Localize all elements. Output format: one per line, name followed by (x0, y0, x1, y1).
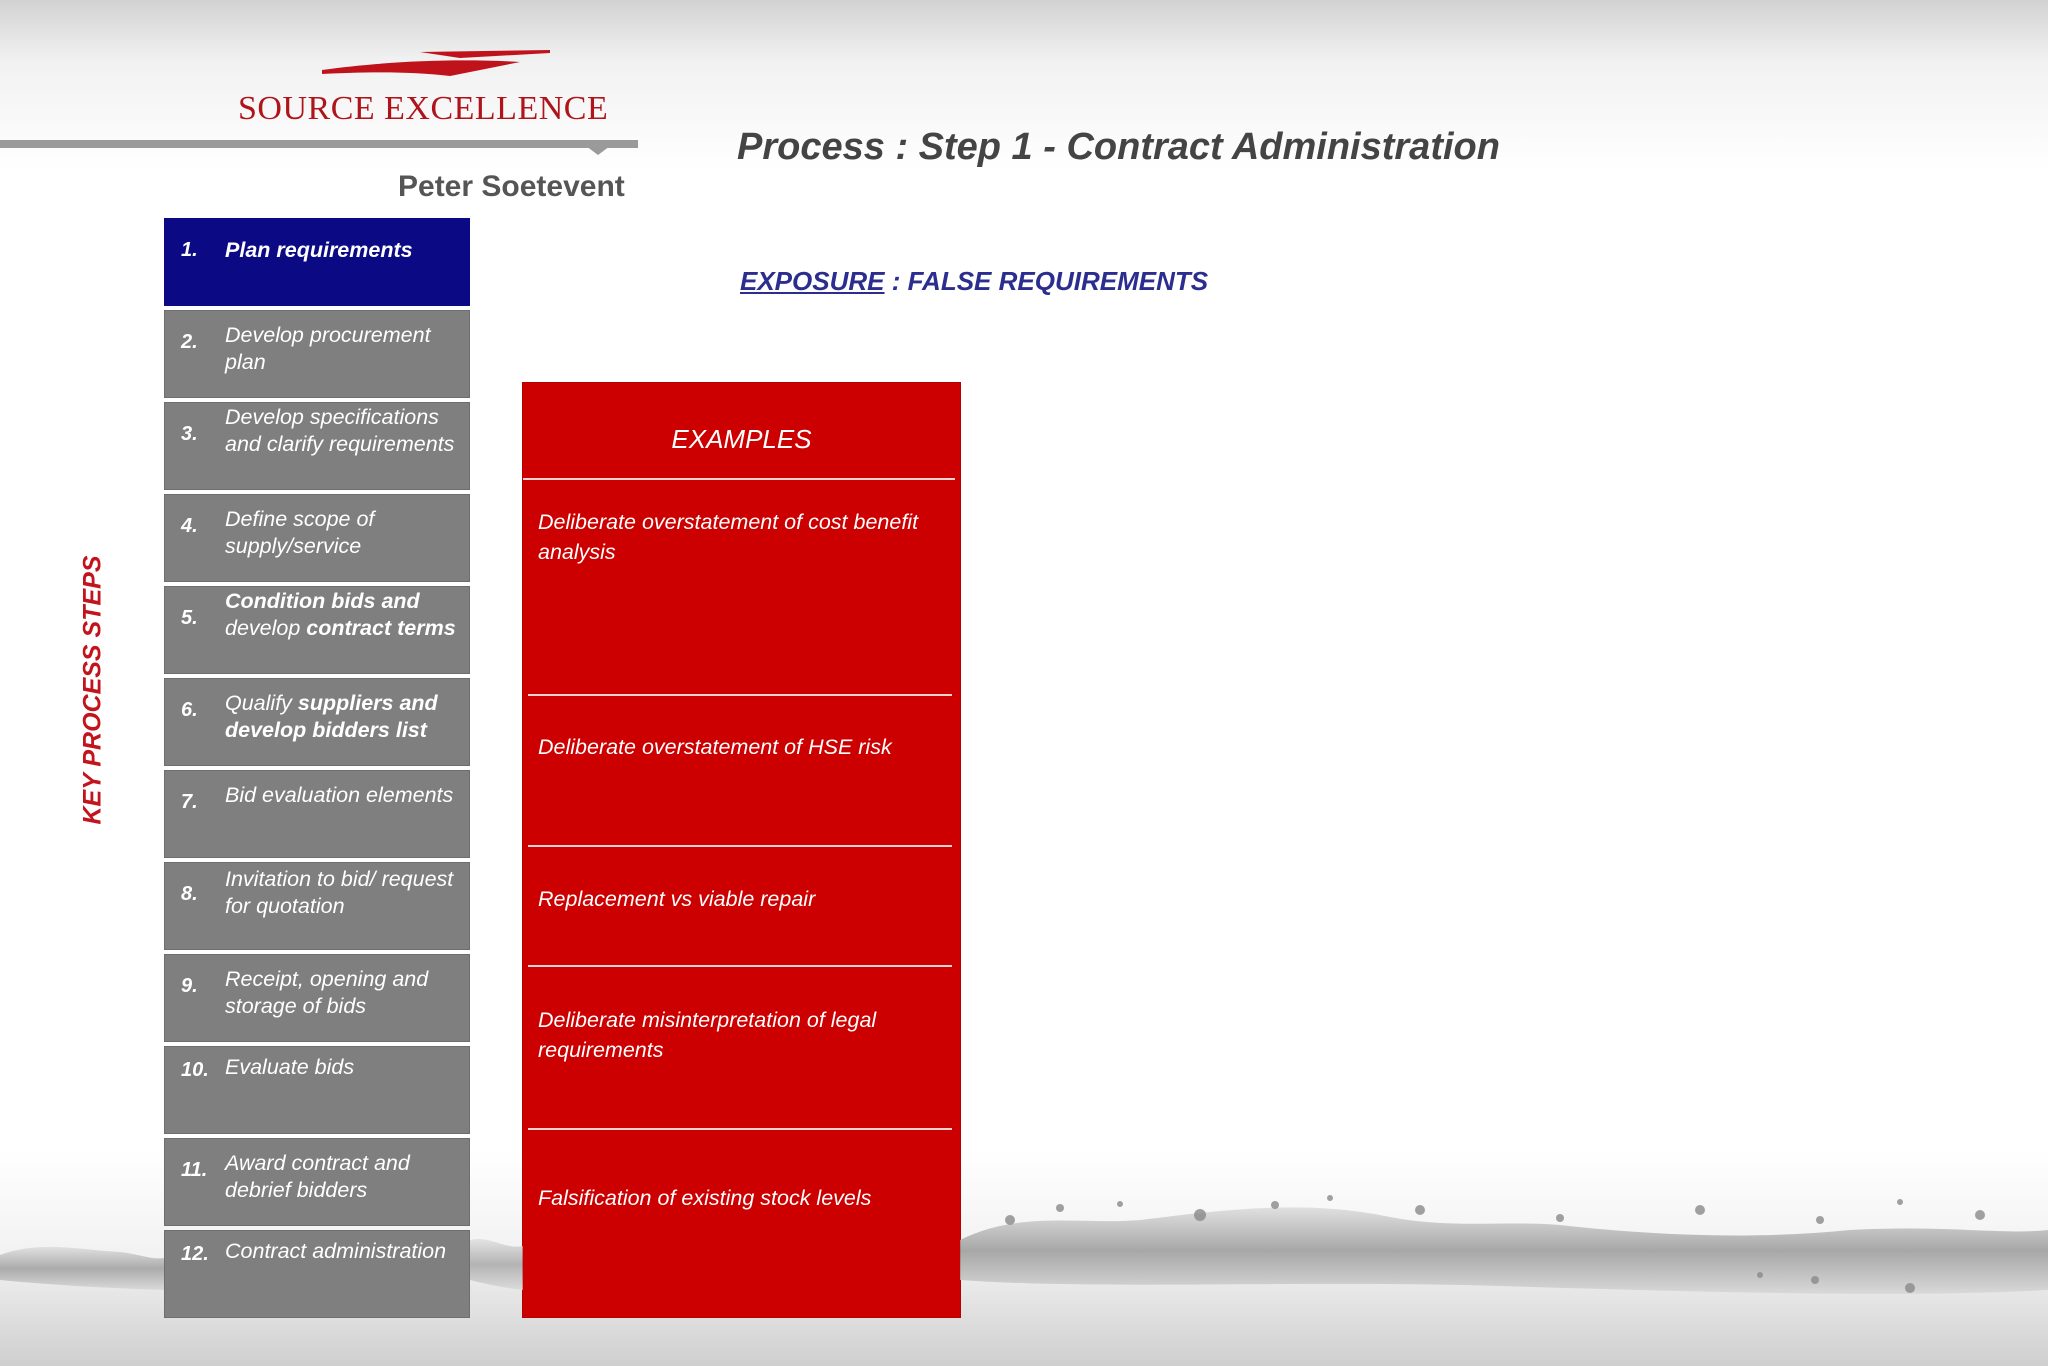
author-name: Peter Soetevent (398, 170, 625, 203)
example-item: Deliberate overstatement of cost benefit analysis (538, 510, 919, 564)
step-text-regular: Qualify (225, 691, 298, 715)
examples-header: EXAMPLES (671, 424, 812, 454)
step-text: Evaluate bids (225, 1055, 355, 1079)
examples-divider (528, 965, 952, 967)
step-number: 5. (181, 607, 198, 629)
process-steps-list (164, 218, 470, 1322)
step-item-5 (164, 586, 470, 674)
step-number: 11. (181, 1159, 208, 1181)
step-number: 4. (181, 515, 198, 537)
step-text-bold: suppliers and develop bidders list (225, 691, 438, 742)
examples-divider (528, 1128, 952, 1130)
exposure-heading (740, 266, 1208, 297)
examples-divider (528, 694, 952, 696)
step-text (225, 588, 463, 642)
step-number: 7. (181, 791, 198, 813)
exposure-label: EXPOSURE (740, 266, 885, 296)
step-number: 3. (181, 423, 198, 445)
water-splash-image (0, 1180, 2048, 1350)
step-number: 9. (181, 975, 198, 997)
header-divider (0, 140, 638, 148)
example-item: Deliberate overstatement of HSE risk (538, 735, 892, 759)
step-text-regular: develop (225, 616, 307, 640)
example-item: Falsification of existing stock levels (538, 1186, 872, 1210)
key-process-steps-label: KEY PROCESS STEPS (78, 555, 107, 825)
step-number: 10. (181, 1059, 209, 1081)
step-item-8 (164, 862, 470, 950)
logo-swoosh-icon (300, 44, 600, 84)
examples-panel (523, 383, 960, 1317)
step-text: Invitation to bid/ request for quotation (225, 867, 454, 918)
examples-divider (523, 478, 955, 480)
step-text: Bid evaluation elements (225, 783, 454, 807)
step-item-4 (164, 494, 470, 582)
step-number: 8. (181, 883, 198, 905)
step-text: Develop specifications and clarify requirements (225, 405, 455, 456)
step-text: Contract administration (225, 1239, 447, 1263)
step-text: Define scope of supply/service (225, 507, 375, 558)
step-text: Receipt, opening and storage of bids (225, 967, 429, 1018)
step-item-9 (164, 954, 470, 1042)
example-item: Deliberate misinterpretation of legal requirements (538, 1008, 877, 1062)
step-item-6 (164, 678, 470, 766)
brand-name: SOURCE EXCELLENCE (238, 90, 609, 127)
slide-title: Process : Step 1 - Contract Administration (737, 126, 1500, 168)
exposure-separator: : (884, 266, 908, 296)
step-text: Develop procurement plan (225, 323, 431, 374)
example-item: Replacement vs viable repair (538, 887, 816, 911)
step-item-10 (164, 1046, 470, 1134)
examples-divider (528, 845, 952, 847)
step-item-3 (164, 402, 470, 490)
step-number: 6. (181, 699, 198, 721)
exposure-value: FALSE REQUIREMENTS (907, 266, 1209, 296)
step-number: 1. (181, 239, 198, 261)
step-text-bold: Condition bids and (225, 589, 420, 613)
step-item-2 (164, 310, 470, 398)
step-text (225, 690, 463, 744)
divider-notch (586, 146, 610, 155)
step-text: Plan requirements (225, 238, 413, 262)
step-text-bold: contract terms (306, 616, 456, 640)
step-item-7 (164, 770, 470, 858)
step-number: 2. (181, 331, 198, 353)
step-text: Award contract and debrief bidders (225, 1151, 410, 1202)
step-number: 12. (181, 1243, 209, 1265)
step-item-1 (164, 218, 470, 306)
